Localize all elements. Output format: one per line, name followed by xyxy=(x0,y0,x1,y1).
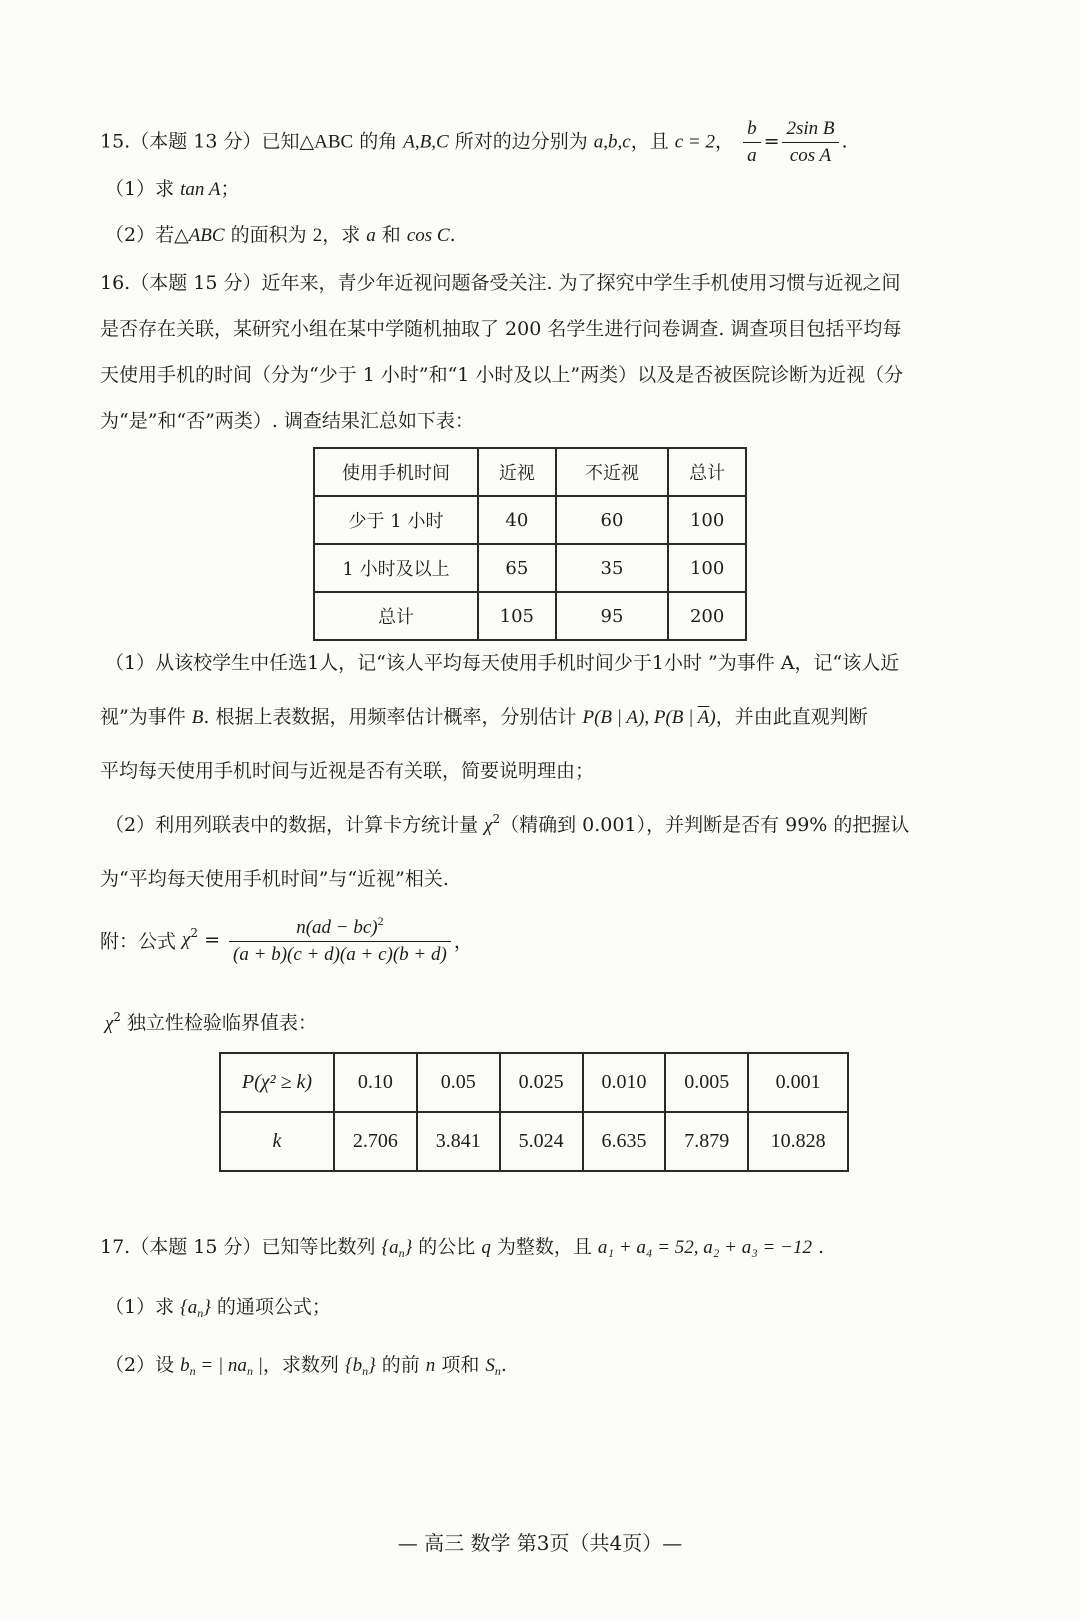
q15-period: . xyxy=(841,130,848,153)
table-cell: 总计 xyxy=(314,592,478,640)
table-cell: 5.024 xyxy=(500,1112,583,1171)
q17-p1-text: （1）求 xyxy=(105,1296,181,1318)
table-row xyxy=(314,544,746,592)
formula-prefix: 附：公式 xyxy=(100,930,183,953)
survey-table xyxy=(313,447,747,641)
q15-c-eq: c = 2 xyxy=(674,131,715,153)
table-cell: 95 xyxy=(556,592,669,640)
q15-frac-sin-over-cos xyxy=(782,118,838,167)
q15-part1-end: ； xyxy=(220,178,240,200)
q15-comma: ， xyxy=(715,130,735,153)
q15-part1-expr: tan A xyxy=(180,179,221,200)
q17-part1 xyxy=(105,1292,331,1321)
q17-p1-sub: n xyxy=(197,1306,204,1320)
q15-part2-a: a xyxy=(366,225,376,246)
q16-line1: 16.（本题 15 分）近年来，青少年近视问题备受关注. 为了探究中学生手机使用习惯与近视之间 xyxy=(100,272,901,294)
q15-text: 的角 xyxy=(353,130,404,153)
q15-sides: a,b,c xyxy=(593,131,631,153)
q17-end: . xyxy=(811,1236,825,1258)
q16-part2-line2: 为“平均每天使用手机时间”与“近视”相关. xyxy=(100,868,449,890)
table-cell: 0.025 xyxy=(500,1053,583,1112)
q16-p2-text2: （精确到 0.001），并判断是否有 99% 的把握认 xyxy=(500,814,910,836)
page-footer: — 高三 数学 第3页（共4页）— xyxy=(397,1531,683,1555)
q15-part2-mid3: 和 xyxy=(375,224,407,246)
q17-text3: 为整数，且 xyxy=(490,1236,598,1258)
formula-fraction xyxy=(229,914,451,966)
table-cell: 7.879 xyxy=(665,1112,748,1171)
table-header-cell: 使用手机时间 xyxy=(314,448,478,496)
q16-p1-abar: $\overline{A}$ xyxy=(697,707,710,728)
crit-chi: χ xyxy=(105,1013,114,1034)
critical-table-title xyxy=(105,1008,317,1035)
q17-p2-text3: 的前 xyxy=(375,1354,426,1376)
crit-sq: 2 xyxy=(113,1010,121,1024)
q17-condition: a₁ + a₄ = 52, a₂ + a₃ = −12 xyxy=(597,1237,812,1258)
table-cell: 40 xyxy=(478,496,556,544)
q16-p1-text2: . 根据上表数据，用频率估计概率，分别估计 xyxy=(203,706,583,728)
q15-part2-mid: 的面积为 xyxy=(224,224,313,246)
q15-eq: = xyxy=(763,130,780,153)
table-cell: 60 xyxy=(556,496,669,544)
q17-seq: {a xyxy=(381,1237,399,1258)
q15-stem xyxy=(100,118,848,167)
q17-text2: 的公比 xyxy=(412,1236,482,1258)
q17-q: q xyxy=(481,1237,491,1258)
table-cell: 100 xyxy=(668,544,746,592)
formula-num-text: n(ad − bc) xyxy=(296,917,378,938)
q17-p2-b: b xyxy=(180,1355,190,1376)
q17-p2-seqsub: n xyxy=(362,1364,369,1378)
q15-frac-b-over-a xyxy=(743,118,761,167)
critical-value-table xyxy=(219,1052,849,1172)
table-header-cell: 不近视 xyxy=(556,448,669,496)
q17-p1-text2: 的通项公式； xyxy=(210,1296,331,1318)
q15-triangle: △ABC xyxy=(299,131,354,153)
q15-part2 xyxy=(105,220,456,247)
q17-p2-nsub: n xyxy=(246,1364,253,1378)
chi-square-formula xyxy=(100,914,473,966)
q15-text3: ，且 xyxy=(630,130,675,153)
table-cell: 65 xyxy=(478,544,556,592)
q15-part1-prefix: （1）求 xyxy=(105,178,181,200)
table-cell: 100 xyxy=(668,496,746,544)
table-cell: 0.010 xyxy=(583,1053,666,1112)
table-cell: 0.001 xyxy=(748,1053,848,1112)
q17-p2-bsub: n xyxy=(189,1364,196,1378)
table-header-cell: 总计 xyxy=(668,448,746,496)
q16-part2-line1 xyxy=(105,810,909,837)
table-cell: 少于 1 小时 xyxy=(314,496,478,544)
q16-part1-line3: 平均每天使用手机时间与近视是否有关联，简要说明理由； xyxy=(100,760,595,782)
q15-part2-cos: cos C xyxy=(406,225,450,246)
formula-sq: 2 xyxy=(190,926,199,940)
table-cell: k xyxy=(220,1112,334,1171)
table-cell: 35 xyxy=(556,544,669,592)
q16-p1-prob: P(B | A), P(B | xyxy=(582,707,698,728)
q16-p1-text: 视”为事件 xyxy=(100,706,192,728)
table-row xyxy=(220,1053,848,1112)
q15-part2-mid2: ，求 xyxy=(322,224,367,246)
q17-part2 xyxy=(105,1350,507,1379)
q16-p2-sq: 2 xyxy=(492,812,501,826)
table-header-row xyxy=(314,448,746,496)
q15-part2-prefix: （2）若 xyxy=(105,224,175,246)
table-row xyxy=(314,496,746,544)
table-cell: 0.05 xyxy=(417,1053,500,1112)
table-cell: 3.841 xyxy=(417,1112,500,1171)
q17-p2-S: S xyxy=(485,1355,495,1376)
q17-p1-seq: {a xyxy=(180,1297,198,1318)
table-row xyxy=(220,1112,848,1171)
q17-p2-text4: 项和 xyxy=(435,1354,486,1376)
q16-line2: 是否存在关联，某研究小组在某中学随机抽取了 200 名学生进行问卷调查. 调查项目包括平均每 xyxy=(100,318,902,340)
q16-p2-chi: χ xyxy=(484,815,493,836)
q16-p1-B: B xyxy=(191,707,204,728)
table-cell: 2.706 xyxy=(334,1112,417,1171)
frac-num: 2sin B xyxy=(782,118,838,143)
q15-part2-area: 2 xyxy=(312,225,323,246)
q17-p2-seq: {b xyxy=(344,1355,363,1376)
q17-p2-Ssub: n xyxy=(494,1364,501,1378)
table-cell: 105 xyxy=(478,592,556,640)
q16-line3: 天使用手机的时间（分为“少于 1 小时”和“1 小时及以上”两类）以及是否被医院诊断为近视（分 xyxy=(100,364,904,386)
q17-p2-bar: | xyxy=(252,1355,263,1376)
q17-p2-text2: ，求数列 xyxy=(262,1354,345,1376)
table-cell: 10.828 xyxy=(748,1112,848,1171)
q17-p2-end: . xyxy=(500,1354,507,1376)
q16-p1-text3: ，并由此直观判断 xyxy=(715,706,868,728)
table-cell: 1 小时及以上 xyxy=(314,544,478,592)
table-cell: 0.10 xyxy=(334,1053,417,1112)
q15-angles: A,B,C xyxy=(403,131,449,153)
crit-title: 独立性检验临界值表： xyxy=(121,1012,318,1034)
formula-num xyxy=(229,914,451,942)
q15-part1 xyxy=(105,174,239,201)
q15-header: 15.（本题 13 分）已知 xyxy=(100,130,300,153)
formula-eq: = xyxy=(198,929,227,951)
formula-end: ， xyxy=(453,930,473,953)
table-cell: 0.005 xyxy=(665,1053,748,1112)
table-cell: 200 xyxy=(668,592,746,640)
q17-seq-sub: n xyxy=(398,1246,405,1260)
frac-den: cos A xyxy=(789,145,832,166)
q16-p1-close: ) xyxy=(709,707,716,728)
table-cell: 6.635 xyxy=(583,1112,666,1171)
q17-seq-close: } xyxy=(404,1237,413,1258)
q16-p2-text: （2）利用列联表中的数据，计算卡方统计量 xyxy=(105,814,485,836)
table-row xyxy=(314,592,746,640)
table-cell: P(χ² ≥ k) xyxy=(220,1053,334,1112)
q15-part2-end: . xyxy=(449,224,456,246)
frac-den: a xyxy=(747,145,757,166)
table-header-cell: 近视 xyxy=(478,448,556,496)
formula-chi: χ xyxy=(182,929,191,950)
q17-stem xyxy=(100,1232,824,1261)
q17-p2-seqclose: } xyxy=(368,1355,376,1376)
q16-part1-line1: （1）从该校学生中任选1人，记“该人平均每天使用手机时间少于1小时 ”为事件 A，记“该人近 xyxy=(105,652,900,674)
formula-den: (a + b)(c + d)(a + c)(b + d) xyxy=(233,944,447,965)
q17-text: 17.（本题 15 分）已知等比数列 xyxy=(100,1236,382,1258)
q17-p2-text: （2）设 xyxy=(105,1354,181,1376)
q17-p1-close: } xyxy=(203,1297,211,1318)
q16-part1-line2 xyxy=(100,702,868,729)
q15-text2: 所对的边分别为 xyxy=(448,130,594,153)
q16-line4: 为“是”和“否”两类）. 调查结果汇总如下表： xyxy=(100,410,474,432)
q17-p2-n: n xyxy=(425,1355,436,1376)
frac-num: b xyxy=(743,118,761,143)
q17-p2-eq: = | na xyxy=(195,1355,247,1376)
formula-num-sq: 2 xyxy=(377,914,384,928)
q15-part2-tri: △ABC xyxy=(174,225,225,246)
